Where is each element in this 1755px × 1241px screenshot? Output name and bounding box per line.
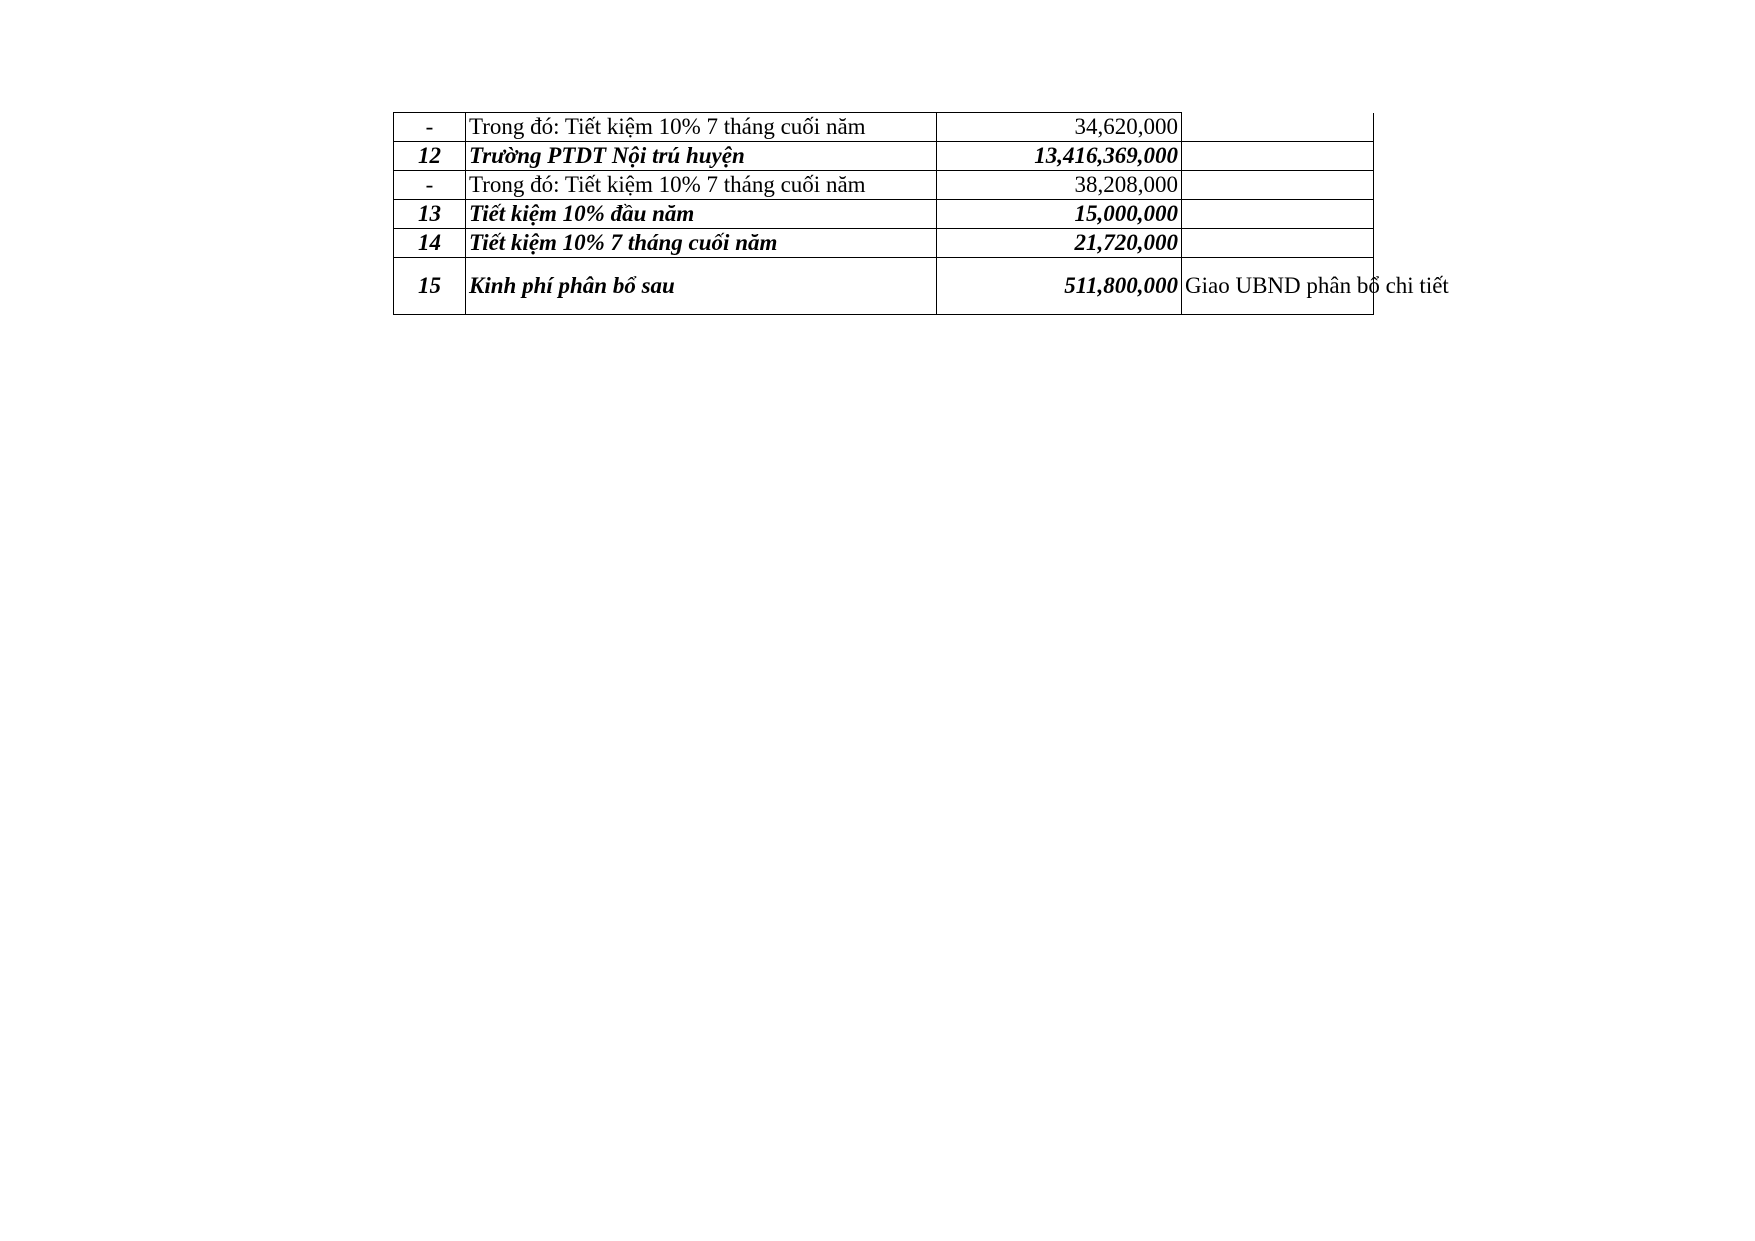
row-number: 15 [394, 258, 466, 315]
row-amount: 15,000,000 [937, 200, 1182, 229]
row-amount: 34,620,000 [937, 113, 1182, 142]
row-amount: 21,720,000 [937, 229, 1182, 258]
row-item-name: Tiết kiệm 10% 7 tháng cuối năm [466, 229, 937, 258]
row-amount: 13,416,369,000 [937, 142, 1182, 171]
row-item-name: Kinh phí phân bổ sau [466, 258, 937, 315]
budget-table [393, 112, 1449, 315]
row-note [1182, 200, 1374, 229]
row-note [1182, 171, 1374, 200]
row-note [1182, 142, 1374, 171]
table-row [394, 200, 1374, 229]
row-number: - [394, 171, 466, 200]
row-number: - [394, 113, 466, 142]
row-number: 14 [394, 229, 466, 258]
row-number: 13 [394, 200, 466, 229]
row-note [1182, 229, 1374, 258]
table-row [394, 229, 1374, 258]
table-row [394, 258, 1374, 315]
row-item-name: Tiết kiệm 10% đầu năm [466, 200, 937, 229]
row-number: 12 [394, 142, 466, 171]
row-item-name: Trong đó: Tiết kiệm 10% 7 tháng cuối năm [466, 171, 937, 200]
row-amount: 511,800,000 [937, 258, 1182, 315]
table-row [394, 171, 1374, 200]
row-item-name: Trong đó: Tiết kiệm 10% 7 tháng cuối năm [466, 113, 937, 142]
row-item-name: Trường PTDT Nội trú huyện [466, 142, 937, 171]
row-note [1182, 113, 1374, 142]
table-row [394, 142, 1374, 171]
row-amount: 38,208,000 [937, 171, 1182, 200]
row-note: Giao UBND phân bổ chi tiết [1182, 258, 1374, 315]
table-row [394, 113, 1374, 142]
